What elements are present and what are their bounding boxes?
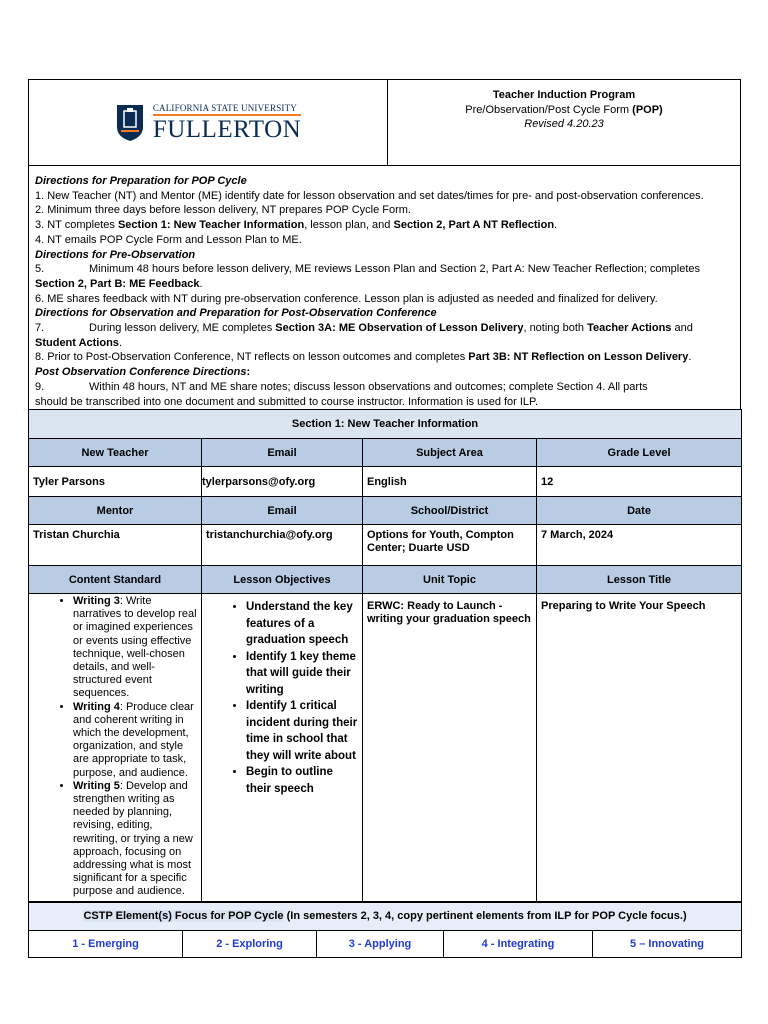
direction-3 xyxy=(35,218,734,233)
mentor-name: Tristan Churchia xyxy=(29,525,202,566)
directions-heading-pre-obs: Directions for Pre-Observation xyxy=(35,248,196,261)
objective-item: • Begin to outline their speech xyxy=(246,764,360,797)
standard-text: : Write narratives to develop real or imagined experiences or events using effective technique, well-chosen details, and well-structured event sequences. xyxy=(73,595,197,700)
direction-9 xyxy=(35,380,734,395)
d-post-colon: : xyxy=(246,366,251,379)
logo-university-text: CALIFORNIA STATE UNIVERSITY xyxy=(152,103,297,113)
header-date: Date xyxy=(537,497,742,525)
d7-bold3: Student Actions xyxy=(35,336,119,349)
form-header xyxy=(28,79,741,165)
objective-item: • Understand the key features of a graduation speech xyxy=(246,599,360,649)
standard-text: : Produce clear and coherent writing in which the development, organization, and style are appropriate to task, purpose, and audience. xyxy=(73,700,194,779)
section1-table xyxy=(28,409,742,902)
d8-bold: Part 3B: NT Reflection on Lesson Delivery xyxy=(468,351,689,364)
new-teacher-email: tylerparsons@ofy.org xyxy=(202,467,363,497)
cstp-label: CSTP Element(s) Focus for POP Cycle xyxy=(83,910,284,923)
section1-title: Section 1: New Teacher Information xyxy=(29,410,742,439)
grade-level-value: 12 xyxy=(537,467,742,497)
direction-7 xyxy=(35,321,734,350)
pop-form xyxy=(28,79,741,958)
content-standard-list xyxy=(29,595,199,899)
d3-bold1: Section 1: New Teacher Information xyxy=(117,219,305,232)
level-emerging: 1 - Emerging xyxy=(29,930,183,957)
standard-label: Writing 5 xyxy=(73,779,120,792)
header-mentor: Mentor xyxy=(29,497,202,525)
d7-text2: , noting both xyxy=(523,322,588,335)
standard-text: : Develop and strengthen writing as needed by planning, revising, editing, rewriting, or trying a new approach, focusing on addressing what is most significant for a specific purpose and audience. xyxy=(73,779,193,898)
d-post-heading: Post Observation Conference Directions xyxy=(35,366,247,379)
objective-item: • Identify 1 key theme that will guide their writing xyxy=(246,649,360,699)
level-applying: 3 - Applying xyxy=(317,930,444,957)
header-mentor-email: Email xyxy=(202,497,363,525)
direction-4: 4. NT emails POP Cycle Form and Lesson Plan to ME. xyxy=(35,233,302,246)
level-innovating: 5 – Innovating xyxy=(593,930,742,957)
d7-bold1: Section 3A: ME Observation of Lesson Delivery xyxy=(275,322,524,335)
header-new-teacher: New Teacher xyxy=(29,439,202,467)
d5-num: 5. xyxy=(35,263,45,276)
csuf-crest-icon xyxy=(115,103,145,143)
standard-item xyxy=(73,701,199,780)
header-school-district: School/District xyxy=(363,497,537,525)
header-lesson-title: Lesson Title xyxy=(537,566,742,594)
standard-item xyxy=(73,780,199,899)
direction-8 xyxy=(35,350,734,365)
logo-fullerton-text: FULLERTON xyxy=(152,116,302,143)
form-abbr: (POP) xyxy=(632,103,663,116)
header-email: Email xyxy=(202,439,363,467)
d9-text: Within 48 hours, NT and ME share notes; discuss lesson observations and outcomes; complete Section 4. All parts xyxy=(89,380,648,393)
d5-end: . xyxy=(199,277,203,290)
revised-date: Revised 4.20.23 xyxy=(524,118,604,130)
direction-1: 1. New Teacher (NT) and Mentor (ME) identify date for lesson observation and set dates/times for pre- and post-observation conferences. xyxy=(35,189,704,202)
direction-9-cont: should be transcribed into one document and submitted to course instructor. Information is used for ILP. xyxy=(35,395,539,408)
d9-num: 9. xyxy=(35,380,45,393)
program-title: Teacher Induction Program xyxy=(492,89,636,101)
direction-5 xyxy=(35,262,734,291)
cstp-note: (In semesters 2, 3, 4, copy pertinent elements from ILP for POP Cycle focus.) xyxy=(283,910,687,923)
logo-cell xyxy=(29,80,388,165)
d8-text: 8. Prior to Post-Observation Conference, NT reflects on lesson outcomes and completes xyxy=(35,351,469,364)
directions-heading-prep: Directions for Preparation for POP Cycle xyxy=(35,175,247,187)
level-integrating: 4 - Integrating xyxy=(444,930,593,957)
unit-topic-value: ERWC: Ready to Launch - writing your graduation speech xyxy=(363,594,537,902)
d7-num: 7. xyxy=(35,322,45,335)
directions-heading-obs: Directions for Observation and Preparation for Post-Observation Conference xyxy=(35,307,437,320)
subject-area-value: English xyxy=(363,467,537,497)
new-teacher-name: Tyler Parsons xyxy=(29,467,202,497)
d7-end: . xyxy=(118,336,122,349)
d3-text: 3. NT completes xyxy=(35,219,118,232)
university-logo xyxy=(115,103,301,143)
directions xyxy=(28,165,741,409)
lesson-title-value: Preparing to Write Your Speech xyxy=(537,594,742,902)
standard-item xyxy=(73,595,199,701)
form-name-text: Pre/Observation/Post Cycle Form xyxy=(465,103,633,116)
cstp-focus-row xyxy=(29,902,742,930)
level-exploring: 2 - Exploring xyxy=(183,930,317,957)
header-subject-area: Subject Area xyxy=(363,439,537,467)
cstp-table xyxy=(28,902,742,958)
form-name xyxy=(388,103,740,118)
d5-text: Minimum 48 hours before lesson delivery, ME reviews Lesson Plan and Section 2, Part A: New Teacher Reflection; completes xyxy=(89,263,700,276)
standard-label: Writing 3 xyxy=(73,595,120,607)
d3-text2: , lesson plan, and xyxy=(304,219,394,232)
d7-bold2: Teacher Actions xyxy=(587,322,672,335)
d8-end: . xyxy=(688,351,692,364)
direction-2: 2. Minimum three days before lesson delivery, NT prepares POP Cycle Form. xyxy=(35,204,411,217)
d7-text: During lesson delivery, ME completes xyxy=(89,322,276,335)
header-unit-topic: Unit Topic xyxy=(363,566,537,594)
objective-item: • Identify 1 critical incident during their time in school that they will write about xyxy=(246,698,360,764)
header-lesson-objectives: Lesson Objectives xyxy=(202,566,363,594)
standard-label: Writing 4 xyxy=(73,700,120,713)
date-value: 7 March, 2024 xyxy=(537,525,742,566)
content-standard-cell xyxy=(29,594,202,902)
mentor-email: tristanchurchia@ofy.org xyxy=(202,525,363,566)
header-grade-level: Grade Level xyxy=(537,439,742,467)
school-district-value: Options for Youth, Compton Center; Duarte USD xyxy=(363,525,537,566)
d5-bold: Section 2, Part B: ME Feedback xyxy=(35,277,200,290)
form-title-cell xyxy=(388,80,740,165)
d7-text3: and xyxy=(671,322,693,335)
directions-heading-post xyxy=(35,365,734,380)
d3-end: . xyxy=(554,219,558,232)
header-content-standard: Content Standard xyxy=(29,566,202,594)
d3-bold2: Section 2, Part A NT Reflection xyxy=(393,219,555,232)
direction-6: 6. ME shares feedback with NT during pre-observation conference. Lesson plan is adjusted as needed and finalized for delivery. xyxy=(35,292,658,305)
lesson-objectives-cell xyxy=(202,594,363,902)
lesson-objectives-list xyxy=(204,599,360,797)
